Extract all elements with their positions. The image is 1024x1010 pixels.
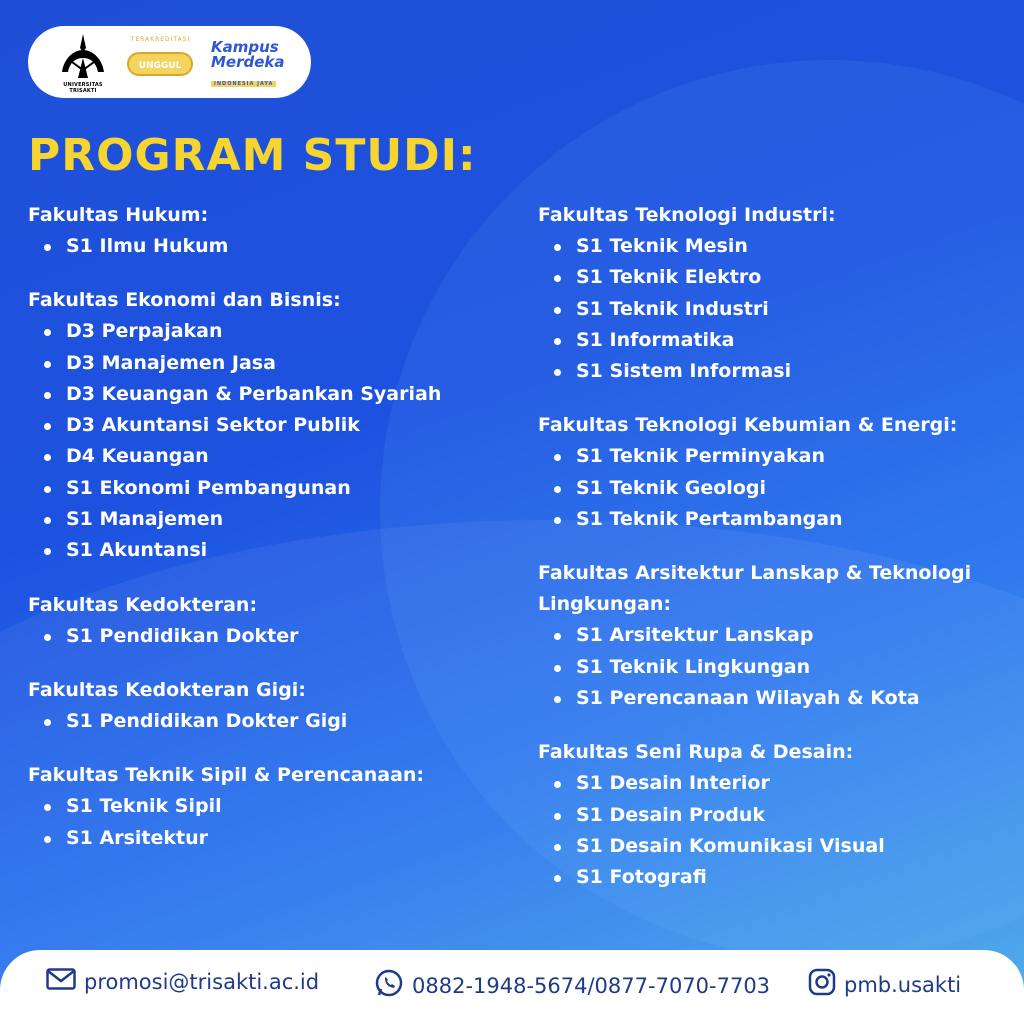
bullet-icon [44, 634, 51, 641]
faculty-block [28, 285, 498, 566]
program-name: S1 Teknik Industri [576, 297, 769, 320]
instagram-icon [808, 968, 836, 1001]
bullet-icon [554, 338, 561, 345]
unggul-logo [123, 36, 198, 88]
faculty-name: Fakultas Seni Rupa & Desain: [538, 741, 854, 764]
program-item [28, 441, 498, 472]
program-name: S1 Arsitektur Lanskap [576, 624, 814, 647]
faculty-block [538, 410, 1008, 535]
program-item [28, 535, 498, 566]
program-name: S1 Teknik Lingkungan [576, 655, 811, 678]
program-list [28, 791, 498, 854]
program-item [28, 823, 498, 854]
bullet-icon [44, 719, 51, 726]
bullet-icon [44, 548, 51, 555]
bullet-icon [44, 361, 51, 368]
program-name: D3 Keuangan & Perbankan Syariah [66, 382, 442, 405]
program-name: S1 Teknik Perminyakan [576, 445, 825, 468]
bullet-icon [554, 781, 561, 788]
program-item [538, 504, 1008, 535]
kampus-line1: Kampus [211, 38, 279, 56]
bullet-icon [44, 804, 51, 811]
faculty-name: Fakultas Teknik Sipil & Perencanaan: [28, 764, 425, 787]
program-item [538, 325, 1008, 356]
trisakti-logo [50, 32, 116, 94]
bullet-icon [554, 244, 561, 251]
bullet-icon [44, 329, 51, 336]
faculty-block [28, 590, 498, 652]
program-item [538, 441, 1008, 472]
kampus-line2: Merdeka [211, 53, 285, 71]
unggul-badge: UNGGUL [127, 52, 193, 76]
bullet-icon [44, 423, 51, 430]
bullet-icon [554, 665, 561, 672]
instagram-text: pmb.usakti [844, 972, 962, 997]
program-name: D3 Akuntansi Sektor Publik [66, 414, 360, 437]
faculty-name: Fakultas Arsitektur Lanskap & Teknologi Lingkungan: [538, 562, 972, 616]
program-item [28, 410, 498, 441]
kampus-line3: INDONESIA JAYA [211, 81, 276, 87]
program-item [538, 831, 1008, 862]
faculty-block [538, 558, 1008, 714]
program-name: S1 Teknik Geologi [576, 476, 766, 499]
program-name: D4 Keuangan [66, 445, 209, 468]
trisakti-emblem-icon [58, 32, 108, 80]
email-contact[interactable] [46, 968, 319, 995]
faculty-name: Fakultas Ekonomi dan Bisnis: [28, 289, 341, 312]
program-item [28, 348, 498, 379]
bullet-icon [554, 454, 561, 461]
program-name: S1 Teknik Sipil [66, 795, 222, 818]
bullet-icon [44, 836, 51, 843]
instagram-contact[interactable] [808, 968, 961, 1001]
program-item [538, 473, 1008, 504]
unggul-arc-text: TERAKREDITASI [130, 36, 191, 43]
program-list [28, 316, 498, 566]
program-item [538, 231, 1008, 262]
program-name: S1 Perencanaan Wilayah & Kota [576, 686, 920, 709]
bullet-icon [554, 275, 561, 282]
faculty-block [28, 675, 498, 737]
program-name: S1 Pendidikan Dokter [66, 624, 299, 647]
program-name: S1 Teknik Elektro [576, 266, 762, 289]
kampus-merdeka-logo [211, 40, 301, 86]
program-item [28, 473, 498, 504]
bullet-icon [554, 307, 561, 314]
bullet-icon [554, 486, 561, 493]
bullet-icon [44, 392, 51, 399]
program-list [538, 231, 1008, 387]
program-item [538, 768, 1008, 799]
faculty-block [28, 200, 498, 262]
bullet-icon [554, 369, 561, 376]
logo-bar [28, 26, 311, 98]
program-item [28, 706, 498, 737]
bullet-icon [44, 486, 51, 493]
program-name: D3 Manajemen Jasa [66, 351, 276, 374]
faculty-block [28, 760, 498, 854]
program-item [28, 504, 498, 535]
program-name: S1 Desain Komunikasi Visual [576, 834, 885, 857]
mail-icon [46, 968, 76, 995]
faculty-name: Fakultas Hukum: [28, 204, 209, 226]
faculty-name: Fakultas Kedokteran Gigi: [28, 678, 306, 701]
trisakti-caption: UNIVERSITAS TRISAKTI [63, 82, 103, 94]
program-name: S1 Akuntansi [66, 539, 208, 562]
program-item [28, 621, 498, 652]
faculty-name: Fakultas Teknologi Industri: [538, 204, 836, 226]
program-item [28, 379, 498, 410]
phone-contact[interactable] [374, 968, 770, 1003]
bullet-icon [554, 875, 561, 882]
right-column [538, 200, 1008, 916]
program-name: S1 Desain Interior [576, 772, 770, 795]
program-item [538, 294, 1008, 325]
program-item [538, 262, 1008, 293]
bullet-icon [554, 633, 561, 640]
program-list [28, 231, 498, 262]
program-name: D3 Perpajakan [66, 320, 223, 343]
program-item [538, 356, 1008, 387]
faculty-block [538, 200, 1008, 387]
program-item [28, 231, 498, 262]
left-column [28, 200, 498, 877]
program-item [28, 791, 498, 822]
bullet-icon [44, 454, 51, 461]
program-list [28, 706, 498, 737]
whatsapp-icon [374, 968, 404, 1003]
bullet-icon [44, 244, 51, 251]
program-list [28, 621, 498, 652]
program-name: S1 Arsitektur [66, 826, 208, 849]
program-name: S1 Pendidikan Dokter Gigi [66, 709, 348, 732]
program-item [538, 620, 1008, 651]
program-name: S1 Ekonomi Pembangunan [66, 476, 351, 499]
program-name: S1 Desain Produk [576, 803, 766, 826]
program-name: S1 Teknik Pertambangan [576, 508, 843, 531]
program-name: S1 Fotografi [576, 866, 707, 889]
email-text: promosi@trisakti.ac.id [84, 969, 320, 994]
program-item [538, 862, 1008, 893]
program-item [538, 652, 1008, 683]
phone-text: 0882-1948-5674/0877-7070-7703 [412, 973, 771, 998]
faculty-name: Fakultas Teknologi Kebumian & Energi: [538, 414, 958, 437]
faculty-block [538, 737, 1008, 893]
program-list [538, 768, 1008, 893]
bullet-icon [554, 813, 561, 820]
bullet-icon [554, 696, 561, 703]
program-name: S1 Sistem Informasi [576, 360, 792, 383]
program-item [538, 683, 1008, 714]
program-list [538, 441, 1008, 535]
program-name: S1 Ilmu Hukum [66, 235, 229, 257]
bullet-icon [554, 844, 561, 851]
program-item [28, 316, 498, 347]
program-name: S1 Manajemen [66, 508, 224, 531]
program-name: S1 Informatika [576, 328, 735, 351]
page-title: PROGRAM STUDI: [28, 130, 477, 181]
program-name: S1 Teknik Mesin [576, 235, 748, 257]
bullet-icon [44, 517, 51, 524]
program-item [538, 800, 1008, 831]
bullet-icon [554, 517, 561, 524]
program-list [538, 620, 1008, 714]
faculty-name: Fakultas Kedokteran: [28, 593, 258, 616]
